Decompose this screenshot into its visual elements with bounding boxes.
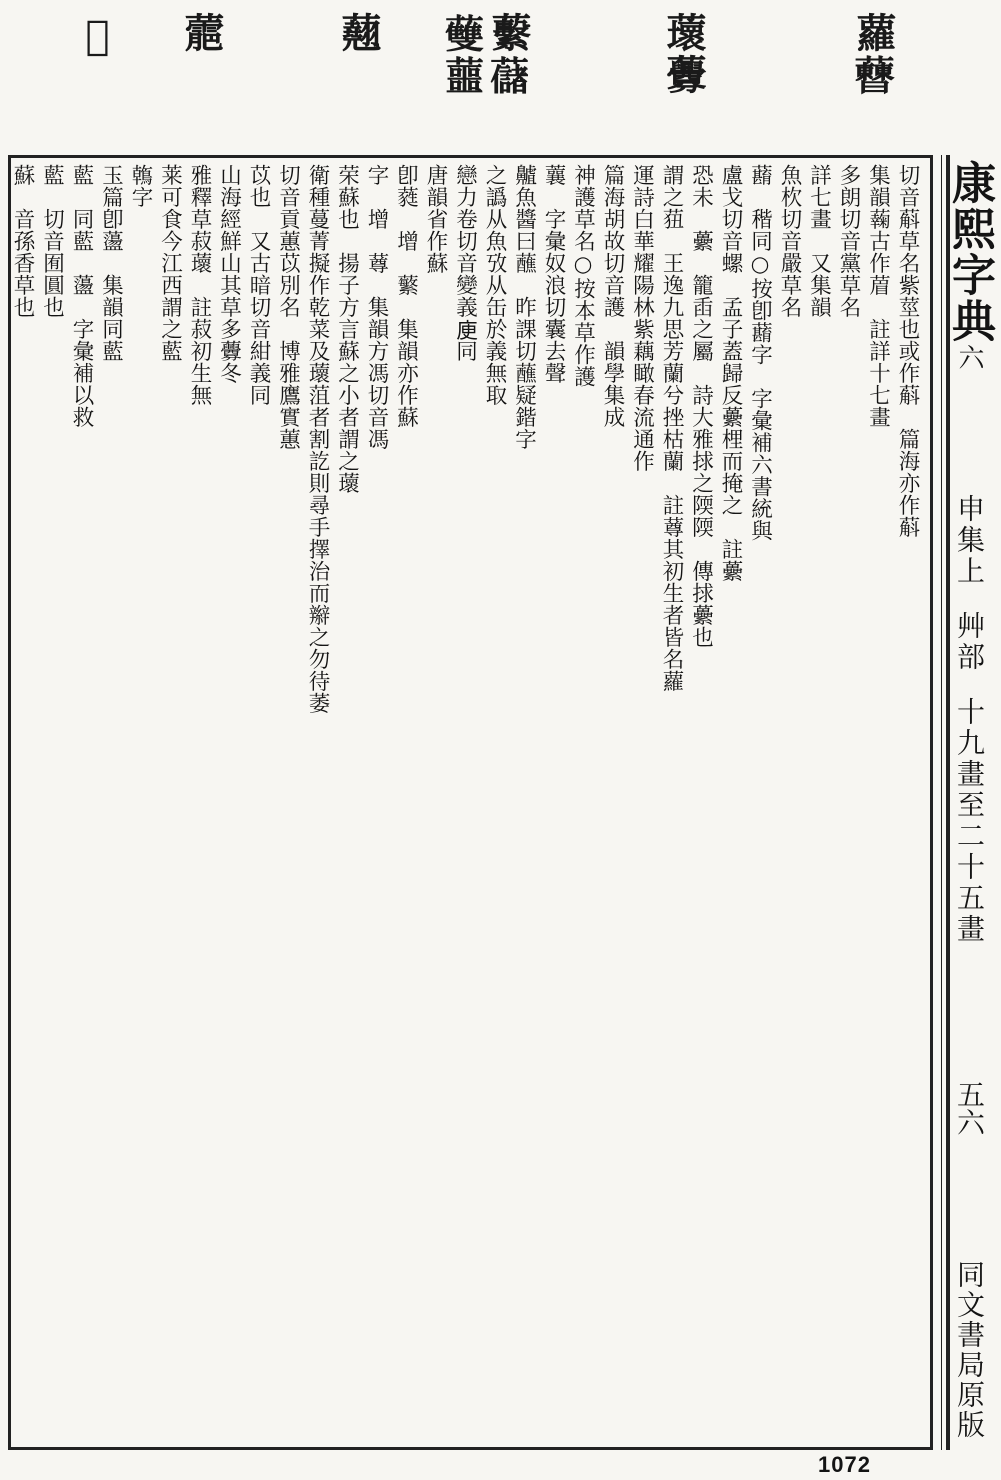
text-column: 恐未 虆 籠臿之屬 詩大雅捄之陾陾 傳捄虆也 (688, 164, 714, 648)
seal-glyph: 𧄍 (335, 12, 382, 54)
text-frame (8, 155, 933, 1450)
collection-label: 申集上 (953, 493, 986, 587)
text-column: 篇海胡故切音護 韻學集成 (600, 164, 625, 428)
volume-number: 六 (954, 344, 984, 370)
seal-script-strip (60, 6, 930, 156)
text-column: 之譌从魚攷从缶於義無取 (482, 164, 507, 406)
text-column: 運詩白華耀陽林紫藕瞰春流通作 (629, 164, 655, 472)
text-column: 魚杴切音嚴草名 (777, 164, 802, 318)
text-column: 山海經鮮山其草多虋冬 (216, 164, 242, 384)
page-header (944, 160, 995, 1440)
text-column: 藍 同藍 蘯 字彙補以救 (69, 164, 94, 428)
seal-glyph: 蘻𧄔 (485, 12, 532, 96)
seal-glyph: 蘎 (178, 12, 225, 54)
text-column: 玉篇卽蘯 集韻同藍 (98, 164, 124, 362)
strokes-label: 十九畫至二十五畫 (953, 696, 986, 945)
seal-glyph: 𧄐蘁 (440, 12, 487, 96)
text-column: 唐韻省作蘇 (423, 164, 448, 274)
radical-label: 艸部 (953, 610, 986, 673)
section-info (949, 494, 989, 957)
text-column: 苡也 又古暗切音紺義同 (246, 164, 271, 406)
page-number: 1072 (818, 1452, 871, 1477)
text-column: 詳七畫 又集韻 (806, 164, 832, 318)
publisher-label: 同文書局原版 (953, 1259, 986, 1440)
text-column: 神護草名○按本草作護 (570, 164, 596, 388)
text-column: 切音蔛草名紫莖也或作蔛 篇海亦作蔛 (895, 164, 920, 538)
text-column: 謂之莥 王逸九思芳蘭兮挫枯蘭 註䔿其初生者皆名蘿 (659, 164, 684, 692)
text-column: 鶾字 (128, 164, 153, 208)
text-column: 字 增 䔿 集韻方馮切音馮 (364, 164, 389, 450)
text-column: 荣蘇也 揚子方言蘇之小者謂之蘾 (334, 164, 360, 494)
text-column: 卽蕤 增 蘩 集韻亦作蘇 (393, 164, 419, 428)
text-column: 衛種蔓菁擬作乾菜及蘾菹者割訖則尋手擇治而辮之勿待萎 (305, 164, 330, 714)
text-column: 蘛 稭同○按卽蘛字 字彙補六書統與 (747, 164, 773, 542)
text-column: 集韻䕮古作葿 註詳十七畫 (865, 164, 891, 428)
title-block (937, 160, 1001, 370)
seal-glyph: 𦿺 (74, 12, 121, 61)
text-column: 齇魚醬曰蘸 昨課切蘸疑鍇字 (511, 164, 537, 450)
seal-glyph: 蘾虋 (660, 12, 707, 96)
text-column: 藍 切音囿圓也 (39, 164, 65, 318)
text-column: 蘘 字彙奴浪切囊去聲 (541, 164, 566, 384)
dictionary-text (10, 164, 922, 1440)
text-column: 莱可食今江西謂之藍 (157, 164, 183, 362)
text-column: 戀力卷切音變義𢈔同 (452, 164, 478, 362)
seal-glyph: 蘿𧅝 (850, 12, 897, 96)
text-column: 多朗切音黨草名 (836, 164, 861, 318)
text-column: 盧戈切音螺 孟子蓋歸反虆梩而掩之 註虆 (718, 164, 743, 582)
book-title: 康熙字典 (944, 160, 995, 344)
page-number-cn: 五六 (953, 1080, 986, 1137)
text-column: 雅釋草菽蘾 註菽初生無 (187, 164, 212, 406)
text-column: 切音貢蕙苡別名 博雅鷹實蕙 (275, 164, 301, 450)
text-column: 蘇 音孫香草也 (10, 164, 35, 318)
